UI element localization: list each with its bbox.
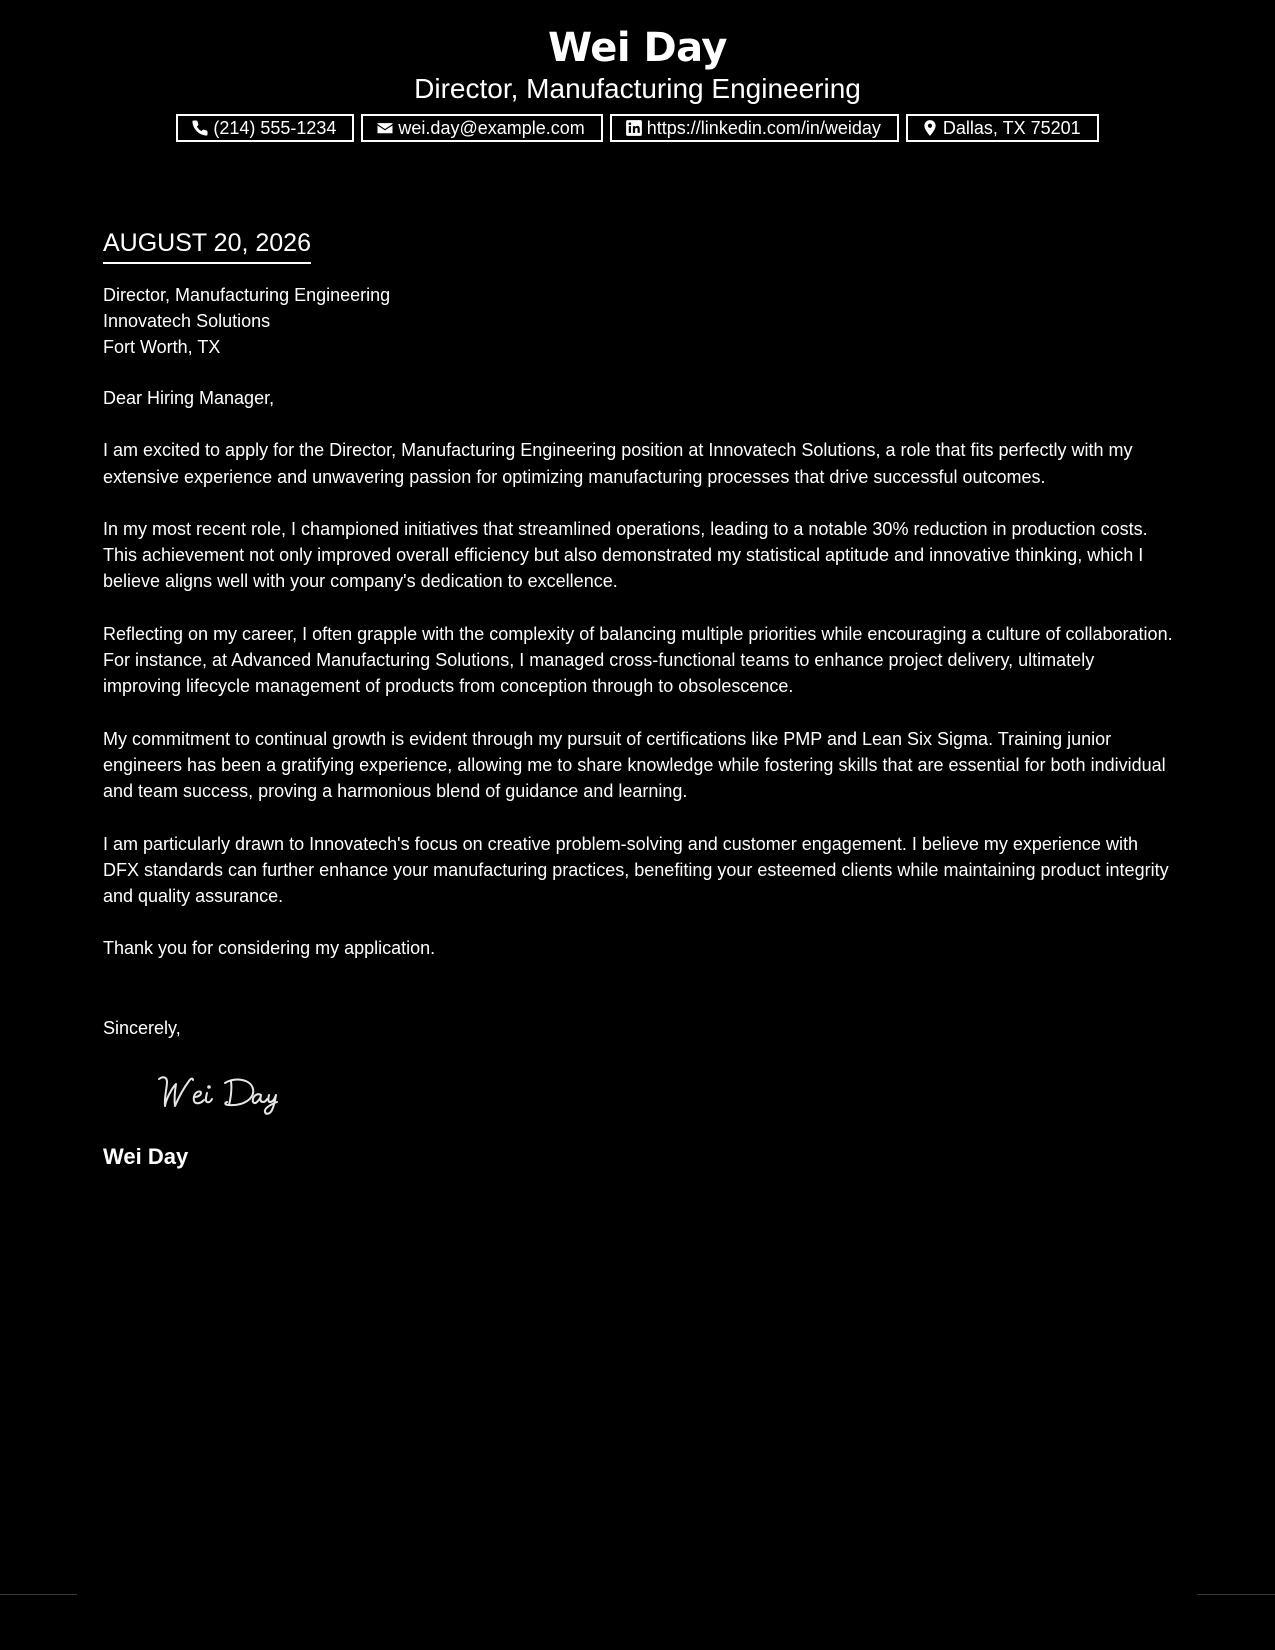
paragraph: Reflecting on my career, I often grapple with the complexity of balancing multiple priorities while encouraging a culture of collaboration. For instance, at Advanced Manufacturing Solutions, I managed cross-functional teams to enhance project delivery, ultimately improving lifecycle management of products from conception through to obsolescence.: [103, 623, 1173, 697]
footer-divider-right: [1197, 1594, 1275, 1595]
recipient-location: Fort Worth, TX: [103, 337, 221, 357]
contact-location-text: Dallas, TX 75201: [942, 117, 1081, 138]
recipient-position: Director, Manufacturing Engineering: [103, 285, 391, 305]
envelope-icon: [376, 119, 394, 137]
closing: Sincerely,: [103, 1017, 181, 1038]
signature: [155, 1069, 1173, 1119]
contact-email[interactable]: [361, 114, 602, 142]
applicant-name: Wei Day: [548, 25, 727, 71]
letter-header: [0, 22, 1275, 142]
contact-phone-text: (214) 555-1234: [213, 117, 337, 138]
recipient-company: Innovatech Solutions: [103, 311, 271, 331]
salutation: Dear Hiring Manager,: [103, 388, 275, 408]
phone-icon: [191, 119, 209, 137]
signer-name: Wei Day: [103, 1144, 189, 1170]
contact-bar: [0, 114, 1275, 142]
paragraph: I am excited to apply for the Director, Manufacturing Engineering position at Innovatech Solutions, a role that fits perfectly with my extensive experience and unwavering passion for optimizing manufacturing processes that drive successful outcomes.: [103, 440, 1133, 487]
contact-phone[interactable]: [176, 114, 354, 142]
contact-linkedin[interactable]: [610, 114, 899, 142]
applicant-title: Director, Manufacturing Engineering: [414, 73, 861, 104]
contact-location[interactable]: [906, 114, 1099, 142]
contact-email-text: wei.day@example.com: [398, 117, 585, 138]
handwritten-signature: [155, 1069, 325, 1119]
paragraph: Thank you for considering my application.: [103, 938, 436, 959]
letter-date: AUGUST 20, 2026: [103, 226, 311, 264]
map-marker-icon: [921, 119, 939, 137]
letter-body: [103, 226, 1173, 1171]
paragraph: I am particularly drawn to Innovatech's focus on creative problem-solving and customer engagement. I believe my experience with DFX standards can further enhance your manufacturing practices, benefiting your esteemed clients while maintaining product integrity and quality assurance.: [103, 833, 1169, 907]
paragraph: My commitment to continual growth is evident through my pursuit of certifications like PMP and Lean Six Sigma. Training junior engineers has been a gratifying experience, allowing me to share knowledge while fostering skills that are essential for both individual and team success, proving a harmonious blend of guidance and learning.: [103, 728, 1166, 802]
contact-linkedin-text: https://linkedin.com/in/weiday: [646, 117, 881, 138]
footer-divider-left: [0, 1594, 77, 1595]
paragraph: In my most recent role, I championed initiatives that streamlined operations, leading to a notable 30% reduction in production costs. This achievement not only improved overall efficiency but also demonstrated my statistical aptitude and innovative thinking, which I believe aligns well with your company's dedication to excellence.: [103, 518, 1148, 592]
linkedin-icon: [625, 119, 643, 137]
recipient-block: [103, 282, 1173, 360]
